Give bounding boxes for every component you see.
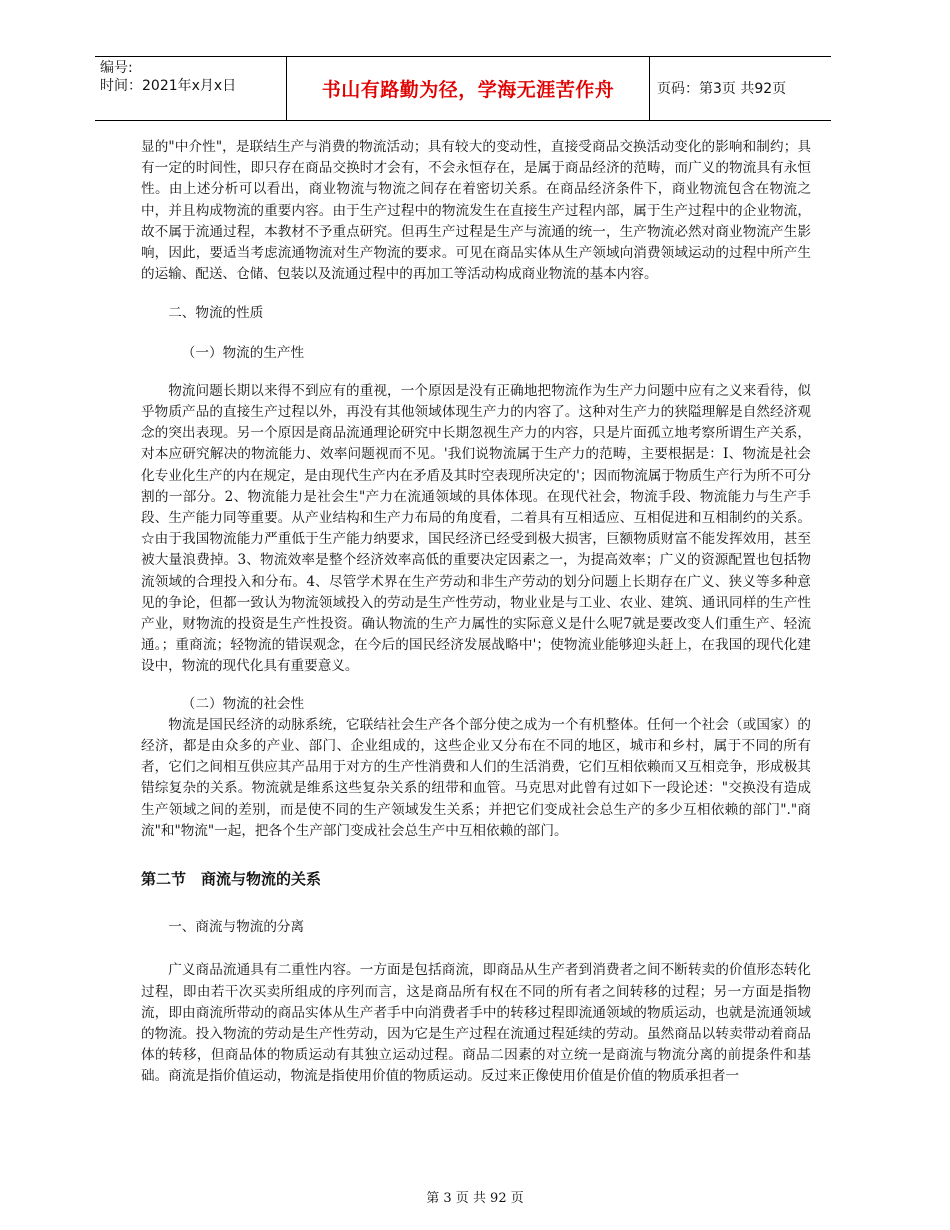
header-meta xyxy=(100,59,236,95)
page-footer: 第 3 页 共 92 页 xyxy=(426,1191,524,1206)
header-bottom-rule xyxy=(95,120,831,121)
subsubheading: （一）物流的生产性 xyxy=(181,344,305,361)
body-paragraph: 显的"中介性"，是联结生产与消费的物流活动；具有较大的变动性，直接受商品交换活动变化的影响和制约；具有一定的时间性，即只存在商品交换时才会有，不会永恒存在，是属于商品经济的范畴，而广义的物流具有永恒性。由上述分析可以看出，商业物流与物流之间存在着密切关系。在商品经济条件下，商业物流包含在物流之中，并且构成物流的重要内容。由于生产过程中的物流发生在直接生产过程内部，属于生产过程中的企业物流，故不属于流通过程，本教材不予重点研究。但再生产过程是生产与流通的统一，生产物流必然对商业物流产生影响，因此，要适当考虑流通物流对生产物流的要求。可见在商品实体从生产领域向消费领域运动的过程中所产生的运输、配送、仓储、包装以及流通过程中的再加工等活动构成商业物流的基本内容。 xyxy=(141,139,811,283)
document-number-label: 编号: xyxy=(100,60,133,76)
page-header xyxy=(95,56,831,122)
body-paragraph: 广义商品流通具有二重性内容。一方面是包括商流，即商品从生产者到消费者之间不断转卖的价值形态转化过程，即由若干次买卖所组成的序列而言，这是商品所有权在不同的所有者之间转移的过程；另一方面是指物流，即由商流所带动的商品实体从生产者手中向消费者手中的转移过程即流通领域的物质运动，也就是流通领域的物流。投入物流的劳动是生产性劳动，因为它是生产过程在流通过程延续的劳动。虽然商品以转卖带动着商品体的转移，但商品体的物质运动有其独立运动过程。商品二因素的对立统一是商流与物流分离的前提条件和基础。商流是指价值运动，物流是指使用价值的物质运动。反过来正像使用价值是价值的物质承担者一 xyxy=(141,962,811,1085)
header-motto: 书山有路勤为径，学海无涯苦作舟 xyxy=(321,79,615,101)
subsubheading: （二）物流的社会性 xyxy=(181,695,305,712)
body-paragraph: 物流是国民经济的动脉系统，它联结社会生产各个部分使之成为一个有机整体。任何一个社会（或国家）的经济，都是由众多的产业、部门、企业组成的，这些企业又分布在不同的地区，城市和乡村，属于不同的所有者，它们之间相互供应其产品用于对方的生产性消费和人们的生活消费，它们互相依赖而又互相竞争，形成极其错综复杂的关系。物流就是维系这些复杂关系的纽带和血管。马克思对此曾有过如下一段论述："交换没有造成生产领域之间的差别，而是使不同的生产领域发生关系；并把它们变成社会总生产的多少互相依赖的部门"."商流"和"物流"一起，把各个生产部门变成社会总生产中互相依赖的部门。 xyxy=(141,716,811,839)
header-divider xyxy=(649,56,650,121)
document-body xyxy=(141,137,811,1088)
header-page-number: 页码：第3页 共92页 xyxy=(657,81,787,97)
header-top-rule xyxy=(95,56,831,57)
subheading: 二、物流的性质 xyxy=(168,305,264,322)
section-title: 第二节 商流与物流的关系 xyxy=(141,870,322,889)
document-time-label: 时间：2021年x月x日 xyxy=(100,78,237,94)
body-paragraph: 物流问题长期以来得不到应有的重视，一个原因是没有正确地把物流作为生产力问题中应有之义来看待，似乎物质产品的直接生产过程以外，再没有其他领域体现生产力的内容了。这种对生产力的狭隘理解是自然经济观念的突出表现。另一个原因是商品流通理论研究中长期忽视生产力的内容，只是片面孤立地考察所谓生产关系，对本应研究解决的物流能力、效率问题视而不见。'我们说物流属于生产力的范畴，主要根据是：I、物流是社会化专业化生产的内在规定，是由现代生产内在矛盾及其时空表现所决定的'；因而物流属于物质生产行为所不可分割的一部分。2、物流能力是社会生"产力在流通领域的具体体现。在现代社会，物流手段、物流能力与生产手段、生产能力同等重要。从产业结构和生产力布局的角度看，二着具有互相适应、互相促进和互相制约的关系。☆由于我国物流能力严重低于生产能力纳要求，国民经济已经受到极大损害，巨额物质财富不能发挥效用，甚至被大量浪费掉。3、物流效率是整个经济效率高低的重要决定因素之一，为提高效率；广义的资源配置也包括物流领域的合理投入和分布。4、尽管学术界在生产劳动和非生产劳动的划分问题上长期存在广义、狭义等多种意见的争论，但都一致认为物流领域投入的劳动是生产性劳动，物业业是与工业、农业、建筑、通讯同样的生产性产业，财物流的投资是生产性投资。确认物流的生产力属性的实际意义是什么呢7就是要改变人们重生产、轻流通。；重商流；轻物流的错误观念，在今后的国民经济发展战略中'；使物流业能够迎头赶上，在我国的现代化建设中，物流的现代化具有重要意义。 xyxy=(141,382,811,675)
subheading: 一、商流与物流的分离 xyxy=(168,919,305,936)
